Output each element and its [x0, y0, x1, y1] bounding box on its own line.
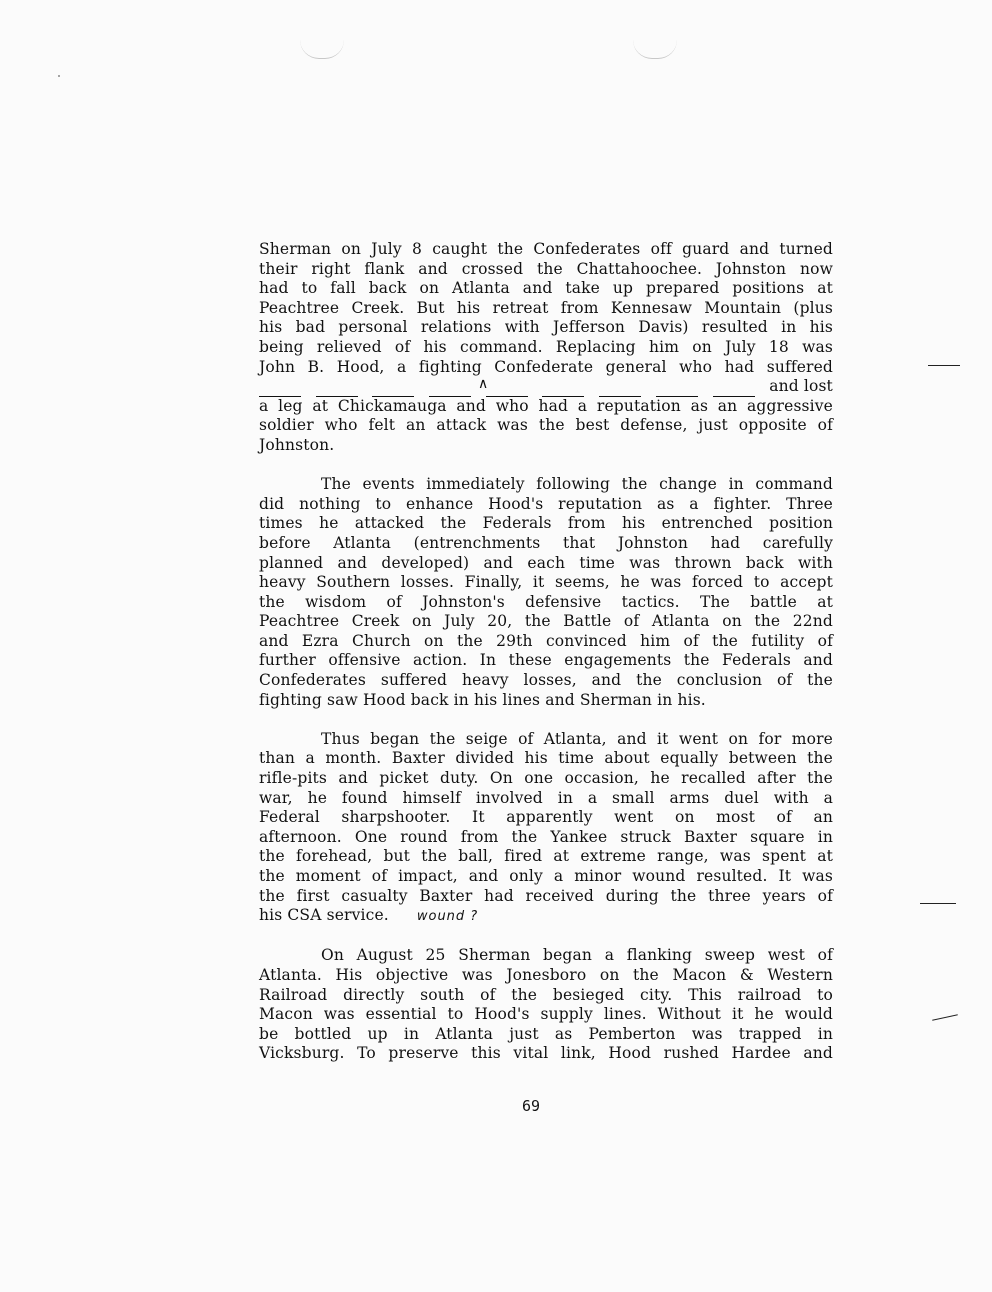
blank-underscore-line: [259, 377, 833, 397]
text-line: their right flank and crossed the Chattahoochee. Johnston now: [259, 259, 833, 278]
text-line: the wisdom of Johnston's defensive tactics. The battle at: [259, 592, 833, 611]
blank-segment: [542, 384, 584, 397]
blank-segment: [713, 384, 755, 397]
text-line: Peachtree Creek. But his retreat from Kennesaw Mountain (plus: [259, 298, 833, 317]
text-line: Confederates suffered heavy losses, and the conclusion of the: [259, 671, 833, 690]
margin-dash-mark: [928, 365, 960, 366]
page-number: 69: [521, 1097, 541, 1115]
text-line: Vicksburg. To preserve this vital link, Hood rushed Hardee and: [259, 1044, 833, 1063]
text-line: war, he found himself involved in a small arms duel with a: [259, 788, 833, 807]
text-line: the forehead, but the ball, fired at extreme range, was spent at: [259, 847, 833, 866]
blank-segment: [599, 384, 641, 397]
text-line: Sherman on July 8 caught the Confederates off guard and turned: [259, 240, 833, 258]
text-line: planned and developed) and each time was thrown back with: [259, 553, 833, 572]
punch-hole-right: [633, 40, 677, 59]
text-line: did nothing to enhance Hood's reputation as a fighter. Three: [259, 494, 833, 513]
text-line: John B. Hood, a fighting Confederate general who had suffered: [259, 357, 833, 376]
text-line: his CSA service.: [259, 906, 389, 925]
text-line: soldier who felt an attack was the best defense, just opposite of: [259, 416, 833, 435]
text-line: On August 25 Sherman began a flanking sweep west of: [321, 946, 833, 965]
text-line: rifle-pits and picket duty. On one occasion, he recalled after the: [259, 769, 833, 788]
blank-segment: [429, 384, 471, 397]
blank-line-tail: and lost: [769, 377, 833, 396]
speck-mark: [58, 75, 60, 77]
text-line: Thus began the seige of Atlanta, and it went on for more: [321, 729, 833, 748]
text-line: fighting saw Hood back in his lines and Sherman in his.: [259, 690, 706, 709]
paragraph-3: [259, 730, 833, 927]
text-line: further offensive action. In these engagements the Federals and: [259, 651, 833, 670]
text-line: be bottled up in Atlanta just as Pemberton was trapped in: [259, 1024, 833, 1043]
text-line: Macon was essential to Hood's supply lines. Without it he would: [259, 1005, 833, 1024]
blank-segment: [486, 384, 528, 397]
text-line: before Atlanta (entrenchments that Johnston had carefully: [259, 533, 833, 552]
paragraph-2: [259, 475, 833, 710]
text-line: the moment of impact, and only a minor wound resulted. It was: [259, 867, 833, 885]
text-line: and Ezra Church on the 29th convinced him of the futility of: [259, 631, 833, 650]
text-line: heavy Southern losses. Finally, it seems, he was forced to accept: [259, 573, 833, 592]
paragraph-1: [259, 240, 833, 456]
text-line: being relieved of his command. Replacing him on July 18 was: [259, 337, 833, 356]
blank-segment: [259, 384, 301, 397]
text-line: times he attacked the Federals from his entrenched position: [259, 514, 833, 533]
text-line-with-note: [259, 906, 833, 927]
text-line: the first casualty Baxter had received during the three years of: [259, 886, 833, 905]
handwritten-note: wound ?: [416, 909, 479, 925]
text-line: The events immediately following the change in command: [321, 475, 833, 494]
text-line: Peachtree Creek on July 20, the Battle of Atlanta on the 22nd: [259, 612, 833, 631]
insertion-caret-icon: ∧: [478, 376, 489, 392]
punch-hole-left: [300, 40, 344, 59]
body-text: [259, 240, 833, 1084]
blank-segment: [316, 384, 358, 397]
text-line: Railroad directly south of the besieged city. This railroad to: [259, 985, 833, 1004]
blank-segment: [372, 384, 414, 397]
text-line: Atlanta. His objective was Jonesboro on the Macon & Western: [259, 965, 833, 984]
text-line: a leg at Chickamauga and who had a reputation as an aggressive: [259, 396, 833, 415]
text-line: his bad personal relations with Jefferson Davis) resulted in his: [259, 318, 833, 337]
margin-dash-mark: [932, 1014, 958, 1020]
text-line: had to fall back on Atlanta and take up prepared positions at: [259, 279, 833, 298]
text-line: afternoon. One round from the Yankee struck Baxter square in: [259, 827, 833, 846]
paragraph-4: [259, 946, 833, 1064]
text-line: Johnston.: [259, 435, 335, 454]
blank-segment: [656, 384, 698, 397]
margin-dash-mark: [920, 903, 956, 904]
text-line: Federal sharpshooter. It apparently went on most of an: [259, 808, 833, 827]
text-line: than a month. Baxter divided his time about equally between the: [259, 749, 833, 768]
